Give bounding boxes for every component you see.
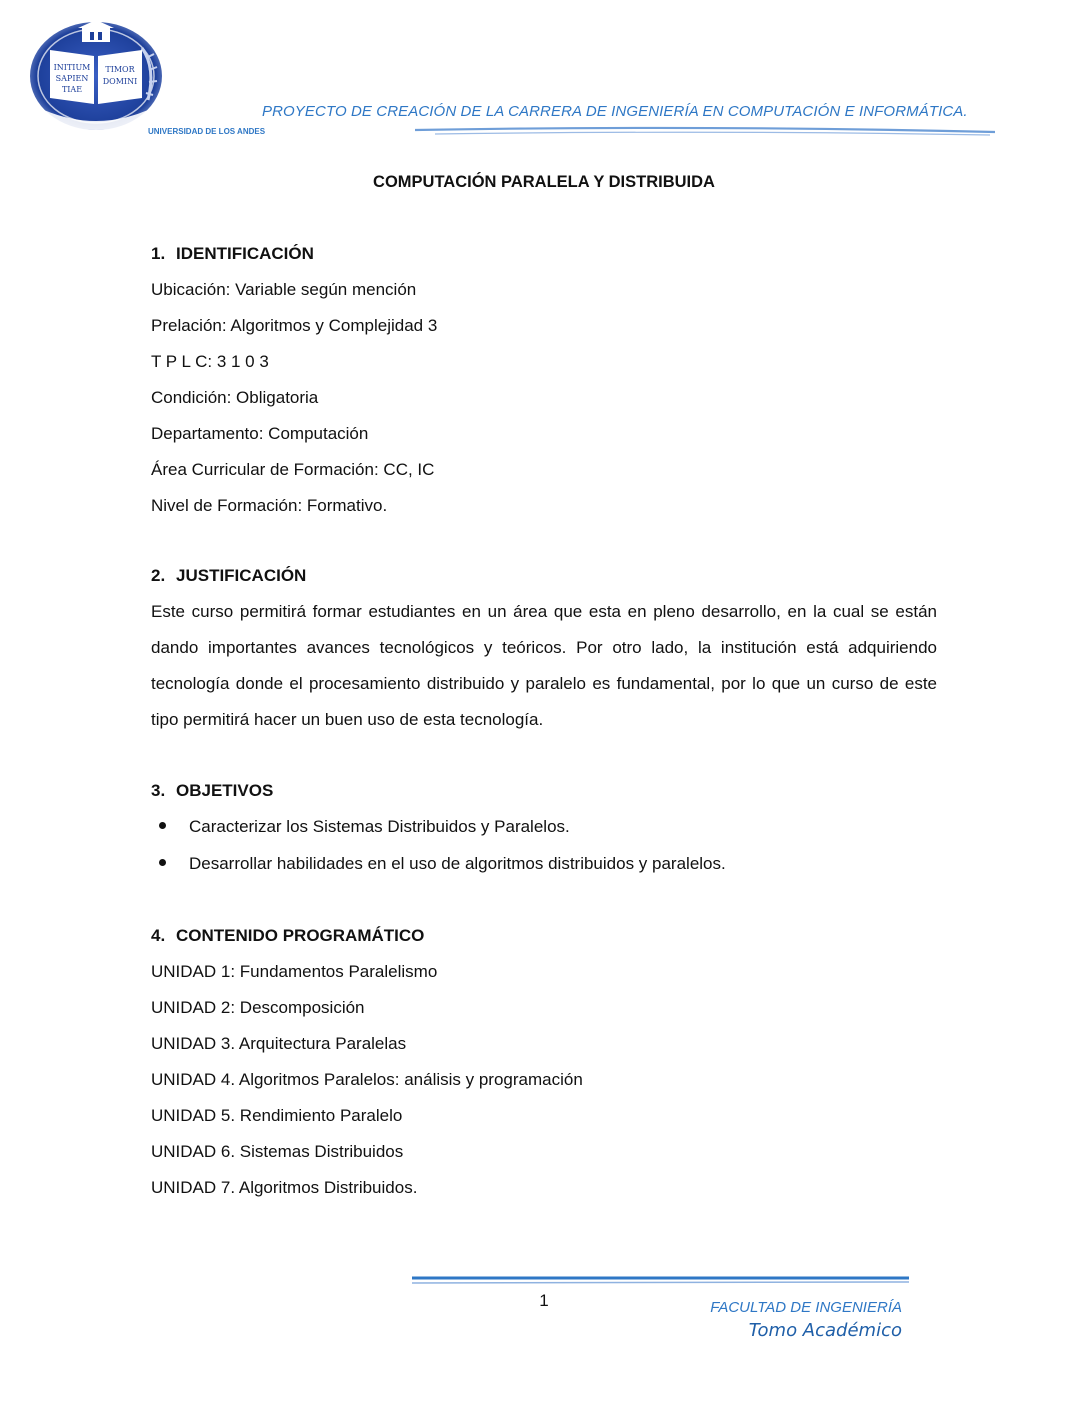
identification-line: Nivel de Formación: Formativo.: [151, 496, 388, 515]
unit-line: UNIDAD 5. Rendimiento Paralelo: [151, 1106, 403, 1125]
header-project-title: PROYECTO DE CREACIÓN DE LA CARRERA DE INGENIERÍA EN COMPUTACIÓN E INFORMÁTICA.: [262, 103, 968, 120]
svg-text:TIMOR: TIMOR: [105, 65, 135, 74]
objective-list-item: Desarrollar habilidades en el uso de algoritmos distribuidos y paralelos.: [151, 846, 937, 883]
objective-list-item: Caracterizar los Sistemas Distribuidos y Paralelos.: [151, 809, 937, 846]
svg-text:INITIUM: INITIUM: [53, 63, 91, 72]
svg-text:SAPIEN: SAPIEN: [55, 74, 89, 83]
section-heading: 3. OBJETIVOS: [151, 781, 274, 800]
unit-line: UNIDAD 1: Fundamentos Paralelismo: [151, 962, 438, 981]
identification-line: Departamento: Computación: [151, 424, 369, 443]
section-justificacion: [151, 564, 937, 738]
section-identificacion: [151, 242, 937, 524]
document-title: COMPUTACIÓN PARALELA Y DISTRIBUIDA: [373, 173, 715, 191]
unit-line: UNIDAD 7. Algoritmos Distribuidos.: [151, 1178, 418, 1197]
bullet-icon: [159, 859, 166, 866]
section-objetivos: [151, 779, 937, 883]
justification-paragraph: Este curso permitirá formar estudiantes en un área que esta en pleno desarrollo, en la cual se están dando importantes avances tecnológicos y teóricos. Por otro lado, la institución está adquiriendo tecnología donde el procesamiento distribuido y paralelo es fundamental, por lo que un curso de este tipo permitirá hacer un buen uso de esta tecnología.: [151, 602, 937, 729]
identification-line: Prelación: Algoritmos y Complejidad 3: [151, 316, 438, 335]
section-contenido-programatico: [151, 924, 937, 1206]
unit-line: UNIDAD 6. Sistemas Distribuidos: [151, 1142, 404, 1161]
unit-line: UNIDAD 2: Descomposición: [151, 998, 365, 1017]
svg-text:TIAE: TIAE: [61, 85, 83, 94]
university-name: UNIVERSIDAD DE LOS ANDES: [148, 127, 266, 136]
section-heading: 4. CONTENIDO PROGRAMÁTICO: [151, 926, 425, 945]
footer-divider: [412, 1274, 909, 1286]
header-divider: [415, 124, 995, 138]
university-seal-logo: [24, 18, 174, 136]
svg-text:DOMINI: DOMINI: [102, 77, 138, 86]
unit-line: UNIDAD 4. Algoritmos Paralelos: análisis y programación: [151, 1070, 583, 1089]
section-heading: 2. JUSTIFICACIÓN: [151, 566, 307, 585]
unit-line: UNIDAD 3. Arquitectura Paralelas: [151, 1034, 407, 1053]
identification-line: Área Curricular de Formación: CC, IC: [151, 460, 435, 479]
identification-line: Condición: Obligatoria: [151, 388, 319, 407]
identification-line: Ubicación: Variable según mención: [151, 280, 417, 299]
bullet-icon: [159, 822, 166, 829]
identification-line: T P L C: 3 1 0 3: [151, 352, 269, 371]
page-number: 1: [539, 1291, 549, 1310]
section-heading: 1. IDENTIFICACIÓN: [151, 244, 314, 263]
footer-faculty: FACULTAD DE INGENIERÍA: [710, 1299, 902, 1316]
footer-tomo-academico: Tomo Académico: [748, 1320, 902, 1341]
